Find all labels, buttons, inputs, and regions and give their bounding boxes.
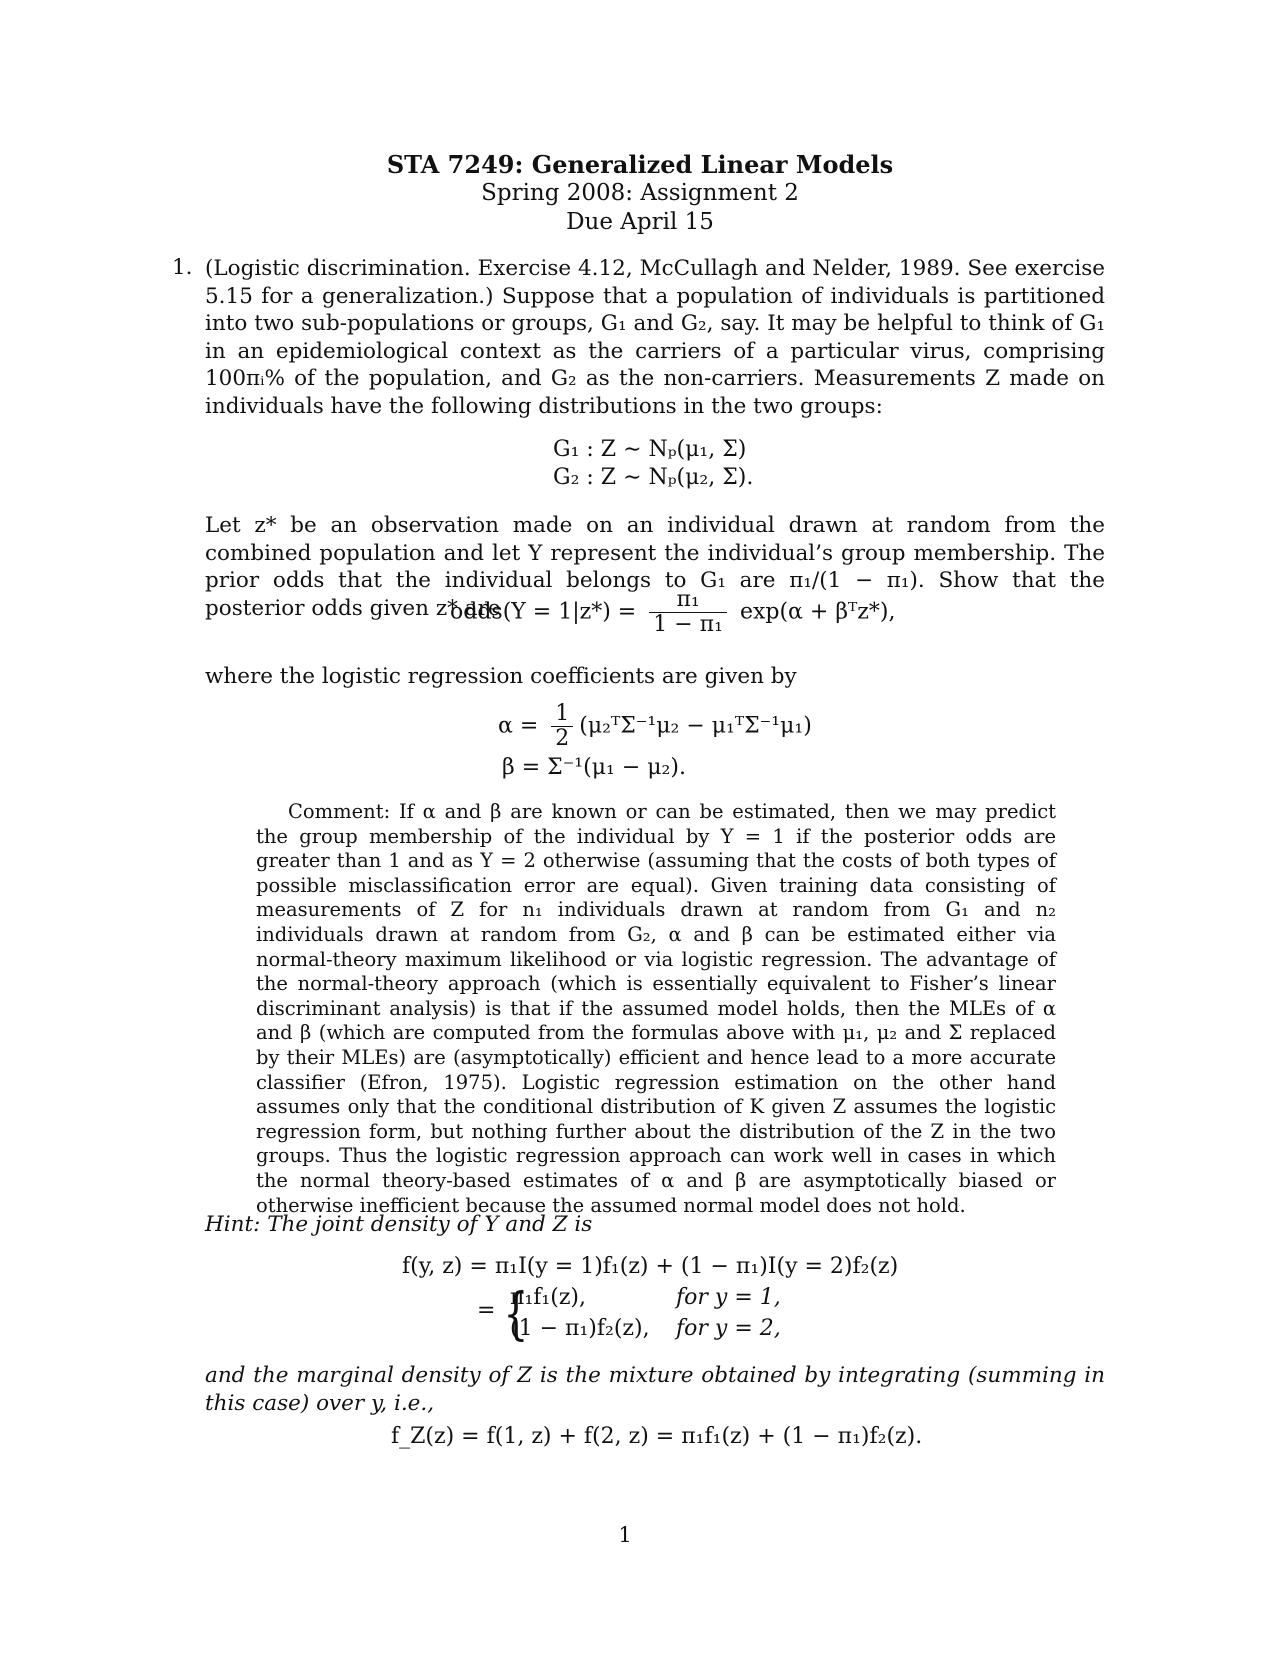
odds-denominator: 1 − π₁ (653, 612, 723, 637)
odds-numerator: π₁ (649, 588, 727, 613)
left-brace-icon: { (503, 1282, 529, 1347)
marginal-density-paragraph: and the marginal density of Z is the mixture obtained by integrating (summing in this case) over y, i.e., (205, 1363, 1105, 1416)
case-1-condition: for y = 1, (676, 1285, 781, 1310)
equation-g2-distribution: G₂ : Z ∼ Nₚ(μ₂, Σ). (553, 465, 754, 490)
alpha-rhs: (μ₂ᵀΣ⁻¹μ₂ − μ₁ᵀΣ⁻¹μ₁) (579, 713, 812, 739)
document-subtitle: Spring 2008: Assignment 2 (481, 180, 799, 206)
alpha-lhs: α = (498, 713, 539, 739)
hint-text: Hint: The joint density of Y and Z is (205, 1212, 593, 1237)
case-2-expression: (1 − π₁)f₂(z), (510, 1316, 650, 1341)
problem-number: 1. (172, 255, 193, 280)
coefficients-intro: where the logistic regression coefficients are given by (205, 664, 797, 689)
equation-posterior-odds (450, 588, 895, 637)
case-2-condition: for y = 2, (676, 1316, 781, 1341)
problem-intro-paragraph: (Logistic discrimination. Exercise 4.12, McCullagh and Nelder, 1989. See exercise 5.15 for a generalization.) Suppose that a population of individuals is partitioned into two sub-populations or groups, G₁ and G₂, say. It may be helpful to think of G₁ in an epidemiological context as the carriers of a particular virus, comprising 100πᵢ% of the population, and G₂ as the non-carriers. Measurements Z made on individuals have the following distributions in the two groups: (205, 256, 1105, 419)
comment-paragraph (256, 800, 1056, 1218)
document-title: STA 7249: Generalized Linear Models (386, 150, 894, 179)
equation-g1-distribution: G₁ : Z ∼ Nₚ(μ₁, Σ) (553, 437, 747, 462)
equation-cases-equals: = (477, 1298, 496, 1323)
equation-joint-density: f(y, z) = π₁I(y = 1)f₁(z) + (1 − π₁)I(y = 2)f₂(z) (402, 1254, 899, 1279)
due-date: Due April 15 (566, 209, 714, 235)
odds-rhs: exp(α + βᵀz*), (739, 599, 896, 625)
posterior-odds-paragraph: Let z* be an observation made on an individual drawn at random from the combined population and let Y represent the individual’s group membership. The prior odds that the individual belongs to G₁ are π₁/(1 − π₁). Show that the posterior odds given z* are (205, 513, 1105, 621)
alpha-denominator: 2 (555, 726, 570, 751)
odds-fraction (649, 588, 727, 637)
page-number: 1 (618, 1523, 632, 1547)
odds-lhs: odds(Y = 1|z*) = (450, 599, 637, 625)
equation-alpha (498, 702, 812, 751)
comment-text: Comment: If α and β are known or can be estimated, then we may predict the group membership of the individual by Y = 1 if the posterior odds are greater than 1 and as Y = 2 otherwise (assuming that the costs of both types of possible misclassification error are equal). Given training data consisting of measurements of Z for n₁ individuals drawn at random from G₁ and n₂ individuals drawn at random from G₂, α and β can be estimated either via normal-theory maximum likelihood or via logistic regression. The advantage of the normal-theory approach (which is essentially equivalent to Fisher’s linear discriminant analysis) is that if the assumed model holds, then the MLEs of α and β (which are computed from the formulas above with μ₁, μ₂ and Σ replaced by their MLEs) are (asymptotically) efficient and hence lead to a more accurate classifier (Efron, 1975). Logistic regression estimation on the other hand assumes only that the conditional distribution of K given Z assumes the logistic regression form, but nothing further about the distribution of the Z in the two groups. Thus the logistic regression approach can work well in cases in which the normal theory-based estimates of α and β are asymptotically biased or otherwise inefficient because the assumed normal model does not hold. (256, 800, 1056, 1217)
alpha-fraction (551, 702, 573, 751)
equation-beta: β = Σ⁻¹(μ₁ − μ₂). (502, 755, 686, 780)
case-1-expression: π₁f₁(z), (510, 1285, 586, 1310)
equation-marginal-density: f_Z(z) = f(1, z) + f(2, z) = π₁f₁(z) + (1 − π₁)f₂(z). (391, 1424, 923, 1449)
alpha-numerator: 1 (551, 702, 573, 727)
